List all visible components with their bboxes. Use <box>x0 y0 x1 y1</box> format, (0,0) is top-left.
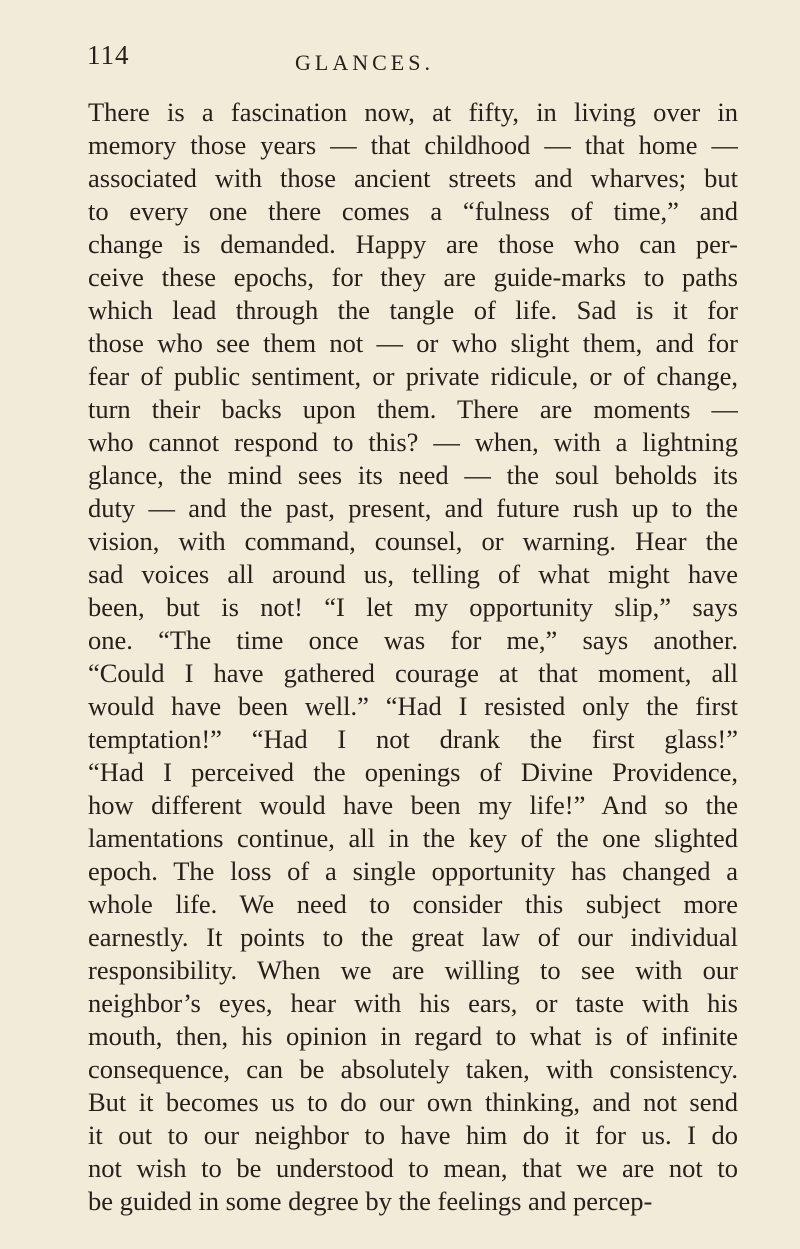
text-line: not wish to be understood to mean, that we are not to <box>88 1153 738 1183</box>
text-line: “Had I perceived the openings of Divine Providence, <box>88 757 738 787</box>
text-line: memory those years — that childhood — that home — <box>88 130 738 160</box>
running-head: GLANCES. <box>295 50 434 75</box>
text-line: epoch. The loss of a single opportunity has changed a <box>88 856 738 886</box>
text-line: glance, the mind sees its need — the soul beholds its <box>88 460 738 490</box>
text-line: it out to our neighbor to have him do it for us. I do <box>88 1120 738 1150</box>
text-line: duty — and the past, present, and future rush up to the <box>88 493 738 523</box>
text-line: who cannot respond to this? — when, with a lightning <box>88 427 738 457</box>
text-line: would have been well.” “Had I resisted only the first <box>88 691 738 721</box>
text-line: lamentations continue, all in the key of the one slighted <box>88 823 738 853</box>
page-number: 114 <box>87 40 130 70</box>
text-line: associated with those ancient streets and wharves; but <box>88 163 738 193</box>
text-line: been, but is not! “I let my opportunity slip,” says <box>88 592 738 622</box>
text-line: sad voices all around us, telling of what might have <box>88 559 738 589</box>
body-text <box>88 96 738 1218</box>
text-line: how different would have been my life!” And so the <box>88 790 738 820</box>
text-line: whole life. We need to consider this subject more <box>88 889 738 919</box>
text-line: fear of public sentiment, or private ridicule, or of change, <box>88 361 738 391</box>
text-line: consequence, can be absolutely taken, with consistency. <box>88 1054 738 1084</box>
text-line: vision, with command, counsel, or warning. Hear the <box>88 526 738 556</box>
text-line: neighbor’s eyes, hear with his ears, or taste with his <box>88 988 738 1018</box>
text-line: There is a fascination now, at fifty, in living over in <box>88 97 738 127</box>
text-line: change is demanded. Happy are those who can per- <box>88 229 738 259</box>
text-line: temptation!” “Had I not drank the first glass!” <box>88 724 738 754</box>
text-line: “Could I have gathered courage at that moment, all <box>88 658 738 688</box>
text-line: to every one there comes a “fulness of time,” and <box>88 196 738 226</box>
text-line: ceive these epochs, for they are guide-marks to paths <box>88 262 738 292</box>
text-line: one. “The time once was for me,” says another. <box>88 625 738 655</box>
text-line: turn their backs upon them. There are moments — <box>88 394 738 424</box>
text-line: earnestly. It points to the great law of our individual <box>88 922 738 952</box>
text-line: those who see them not — or who slight them, and for <box>88 328 738 358</box>
text-line: be guided in some degree by the feelings and percep- <box>88 1186 653 1216</box>
text-line: which lead through the tangle of life. Sad is it for <box>88 295 738 325</box>
text-line: But it becomes us to do our own thinking, and not send <box>88 1087 738 1117</box>
text-line: responsibility. When we are willing to see with our <box>88 955 738 985</box>
text-line: mouth, then, his opinion in regard to what is of infinite <box>88 1021 738 1051</box>
